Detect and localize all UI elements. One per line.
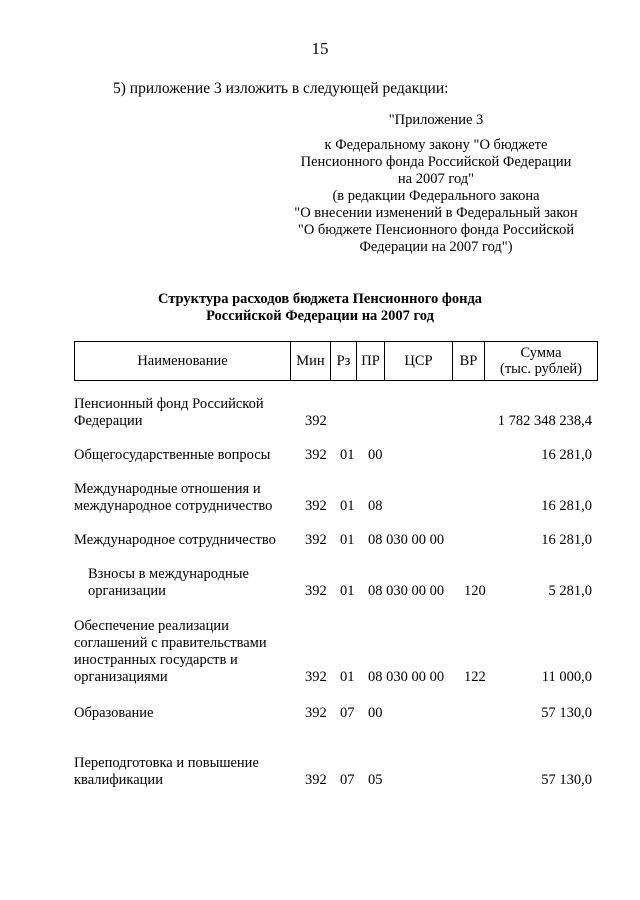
row-name: Взносы в международные организации: [88, 566, 249, 599]
header-pr: ПР: [357, 342, 385, 380]
page-number: 15: [311, 39, 329, 58]
table-row: [0, 618, 640, 686]
appendix-line: "О внесении изменений в Федеральный закон: [294, 205, 578, 221]
header-sum: [485, 342, 597, 380]
appendix-title: "Приложение 3: [388, 112, 484, 128]
header-csr: ЦСР: [385, 342, 453, 380]
row-sum: 5 281,0: [548, 583, 592, 599]
table-row: [0, 532, 640, 549]
header-sum-line: Сумма: [520, 345, 562, 361]
row-sum: 57 130,0: [541, 705, 592, 721]
appendix-line: Федерации на 2007 год"): [359, 239, 513, 255]
table-header: [74, 341, 598, 381]
row-sum: 16 281,0: [541, 532, 592, 548]
row-name: Пенсионный фонд Российской Федерации: [74, 396, 264, 429]
appendix-line: к Федеральному закону "О бюджете: [324, 137, 548, 153]
appendix-line: (в редакции Федерального закона: [332, 188, 540, 204]
row-sum: 16 281,0: [541, 498, 592, 514]
row-min: 392: [305, 532, 327, 548]
table-row: [0, 396, 640, 430]
table-title: [0, 291, 640, 325]
row-rz: 07: [340, 772, 355, 788]
row-name: Переподготовка и повышение квалификации: [74, 755, 259, 788]
row-min: 392: [305, 669, 327, 685]
row-min: 392: [305, 772, 327, 788]
row-pr: 00: [368, 447, 383, 463]
row-sum: 1 782 348 238,4: [497, 413, 592, 429]
row-min: 392: [305, 498, 327, 514]
row-rz: 01: [340, 498, 355, 514]
appendix-line: "О бюджете Пенсионного фонда Российской: [297, 222, 575, 238]
header-min: Мин: [291, 342, 331, 380]
header-vr: ВР: [453, 342, 485, 380]
row-csr: 08 030 00 00: [368, 532, 445, 548]
header-name: Наименование: [75, 342, 291, 380]
table-title-line: Структура расходов бюджета Пенсионного фонда: [157, 291, 483, 307]
appendix-header: [276, 112, 596, 256]
row-rz: 01: [340, 669, 355, 685]
row-min: 392: [305, 447, 327, 463]
row-pr: 08: [368, 498, 383, 514]
row-name: Международные отношения и международное сотрудничество: [74, 481, 273, 514]
row-name: Обеспечение реализации соглашений с правительствами иностранных государств и организациями: [74, 618, 267, 685]
row-name: Образование: [74, 705, 154, 721]
row-vr: 120: [464, 583, 486, 599]
appendix-line: на 2007 год": [397, 171, 475, 187]
row-sum: 16 281,0: [541, 447, 592, 463]
row-csr: 08 030 00 00: [368, 583, 445, 599]
table-row: [0, 481, 640, 515]
appendix-line: Пенсионного фонда Российской Федерации: [300, 154, 572, 170]
table-row: [0, 755, 640, 789]
table-row: [0, 447, 640, 464]
header-sum-line: (тыс. рублей): [500, 361, 582, 377]
row-name: Международное сотрудничество: [74, 532, 276, 548]
table-title-line: Российской Федерации на 2007 год: [206, 308, 434, 324]
table-row: [0, 705, 640, 722]
row-rz: 01: [340, 583, 355, 599]
row-min: 392: [305, 705, 327, 721]
row-rz: 01: [340, 447, 355, 463]
row-min: 392: [305, 583, 327, 599]
table-row: [0, 566, 640, 600]
row-rz: 01: [340, 532, 355, 548]
row-pr: 00: [368, 705, 383, 721]
header-rz: Рз: [331, 342, 357, 380]
row-sum: 57 130,0: [541, 772, 592, 788]
row-vr: 122: [464, 669, 486, 685]
row-rz: 07: [340, 705, 355, 721]
row-min: 392: [305, 413, 327, 429]
row-sum: 11 000,0: [541, 669, 592, 685]
row-name: Общегосударственные вопросы: [74, 447, 271, 463]
amendment-instruction: 5) приложение 3 изложить в следующей редакции:: [113, 80, 449, 97]
row-pr: 05: [368, 772, 383, 788]
row-csr: 08 030 00 00: [368, 669, 445, 685]
